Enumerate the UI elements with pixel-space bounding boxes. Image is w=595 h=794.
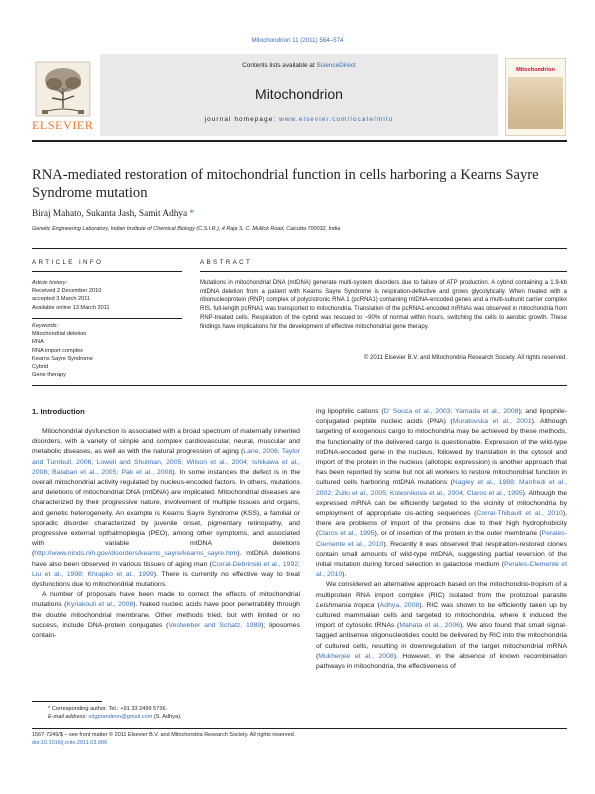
issn-line: 1567-7249/$ – see front matter © 2011 Elsevier B.V. and Mitochondria Research Society. All rights reserved. bbox=[32, 732, 296, 738]
homepage-link[interactable]: www.elsevier.com/locate/mito bbox=[279, 116, 394, 123]
footer-issn bbox=[32, 731, 295, 747]
keywords-rule bbox=[32, 318, 182, 319]
body-text: ). Recently it was observed that respiration-restored clones contain small amounts of wild-type mtDNA, suggesting partial reversion of the initial mutation during forced selection in galactose medium ( bbox=[316, 540, 567, 569]
citation-link[interactable]: Perales-Clemente et al., 2010 bbox=[316, 561, 567, 579]
article-info-heading: ARTICLE INFO bbox=[32, 259, 104, 266]
italic-text: Leishmania tropica bbox=[316, 601, 375, 609]
journal-citation[interactable]: Mitochondrion 11 (2011) 564–574 bbox=[251, 37, 344, 44]
authors-text: Biraj Mahato, Sukanta Jash, Samit Adhya bbox=[32, 209, 188, 219]
keyword: RNA import complex bbox=[32, 347, 83, 354]
article-title: RNA-mediated restoration of mitochondrial function in cells harboring a Kearns Sayre Syndrome mutation bbox=[32, 167, 539, 201]
email-label: E-mail address: bbox=[48, 714, 87, 720]
body-text: ). There is currently no effective way to treat dysfunctions due to mitochondrial mutations. bbox=[32, 570, 300, 589]
keyword: Kearns Sayre Syndrome bbox=[32, 355, 93, 362]
homepage-prefix: journal homepage: bbox=[204, 116, 280, 123]
abstract-copyright: © 2011 Elsevier B.V. and Mitochondria Research Society. All rights reserved. bbox=[363, 355, 567, 361]
section-heading-introduction: 1. Introduction bbox=[32, 407, 85, 416]
body-text: ); liposomes contain- bbox=[32, 621, 300, 640]
article-info-rule bbox=[32, 271, 182, 272]
journal-homepage bbox=[100, 116, 498, 123]
citation-link[interactable]: Claros et al., 1995 bbox=[318, 530, 375, 538]
citation-link[interactable]: Adhya, 2008 bbox=[379, 601, 420, 609]
body-text: ); and lipophile-conjugated peptide nucleic acids (PNA) ( bbox=[316, 408, 567, 426]
author-list bbox=[32, 209, 194, 219]
citation-link[interactable]: Corral-Thibault et al., 2010 bbox=[476, 510, 563, 518]
body-column-right bbox=[316, 407, 567, 672]
cover-title: Mitochondrion bbox=[516, 67, 555, 73]
body-text: ( bbox=[374, 601, 380, 609]
footnote-rule bbox=[32, 701, 102, 702]
body-text: ). We also found that small signal-tagged antisense oligonucleotides could be delivered by RIC into the mitochondria of cultured cells, resulting in downregulation of the target mitochondrial mRNA ( bbox=[316, 622, 568, 660]
body-text: A number of proposals have been made to correct the effects of mitochondrial mutations ( bbox=[32, 591, 300, 609]
body-text: We considered an alternative approach based on the mitochondrio-tropism of a multiprotein RNA import complex (RIC) isolated from the protozoal parasite bbox=[316, 581, 567, 599]
publisher-wordmark: ELSEVIER bbox=[32, 118, 94, 132]
abstract-rule bbox=[200, 271, 567, 272]
header-rule bbox=[32, 140, 567, 142]
keyword: RNA bbox=[32, 339, 44, 346]
keyword: Gene therapy bbox=[32, 372, 66, 379]
citation-link[interactable]: Vestweber and Schatz, 1989 bbox=[168, 621, 262, 629]
paragraph bbox=[316, 407, 567, 580]
body-text: ). mtDNA deletions have also been observed in various tissues of aging man ( bbox=[32, 550, 300, 568]
body-rule bbox=[32, 385, 567, 386]
citation-link[interactable]: Lane, 2006; Taylor and Turnbull, 2006; Lowell and Shulman, 2005; Wilson et al., 2004; Ishikawa et al., 2008; Balaban et al., 2005; Pak et al., 2008 bbox=[32, 448, 300, 476]
masthead bbox=[32, 54, 567, 136]
history-online: Available online 13 March 2011 bbox=[32, 304, 110, 311]
email-suffix: (S. Adhya). bbox=[153, 714, 182, 720]
body-text: ). In some instances the defect is in the overall mitochondrial activity regulated by nucleus-encoded factors. In others, mutations and deletions of mitochondrial DNA (mtDNA) are implicated. Mitochondrial diseases are characterized by their progressive nature, involvement of multiple tissues and organs, and genetic heterogeneity. An example is Kearns Sayre Syndrome (KSS), a familial or sporadic disorder characterized by juvenile onset, pigmentary retinopathy, and progressive external opthalmoplegia (PEO), among other symptoms, and associated with variable mtDNA deletions ( bbox=[32, 468, 300, 558]
body-text: ). Naked nucleic acids have poor penetrability through the double mitochondrial membrane. Other methods tried, but with limited or no success, include DNA-protein conjugates ( bbox=[32, 601, 300, 629]
body-text: ). Although targeting of exogenous cargo to mitochondria may be achieved by these methods, the functionality of the delivered cargo is questionable. Expression of the wild-type mtDNA-encoded gene in the nucleus, followed by translation in the cytosol and import of the protein in the nucleus (allotopic expression) is another approach that has been reported by some but not all workers to restore mitochondrial function in cultured cells harboring mtDNA mutations ( bbox=[316, 418, 567, 487]
keyword: Cybrid bbox=[32, 364, 49, 371]
body-text: ), there are problems of import of the proteins due to their high hydrophobicity ( bbox=[316, 510, 567, 538]
keywords-label: Keywords: bbox=[32, 323, 59, 329]
email-link[interactable]: sdgprandeon@gmail.com bbox=[88, 714, 153, 720]
footnote-mark: * bbox=[48, 706, 51, 712]
affiliation: Genetic Engineering Laboratory, Indian Institute of Chemical Biology (C.S.I.R.), 4 Raja S. C. Mullick Road, Calcutta 700032, India bbox=[32, 226, 341, 232]
citation-link[interactable]: Muratovska et al., 2001 bbox=[452, 418, 532, 426]
citation-link[interactable]: http://www.ninds.nih.gov/disorders/kearns_sayre/kearns_sayre.htm bbox=[34, 550, 238, 558]
citation-link[interactable]: Perales-Clemente et al., 2010 bbox=[316, 530, 567, 548]
body-text: Mitochondrial dysfunction is associated with a broad spectrum of maternally inherited disorders, with a variety of simple and complex cardiovascular, neural, muscular and metabolic diseases, as well as with the natural progression of aging ( bbox=[32, 428, 300, 456]
contents-prefix: Contents lists available at bbox=[242, 62, 317, 69]
citation-link[interactable]: Corral-Debrinski et al., 1992; Liu et al., 1998; Khrapko et al., 1999 bbox=[32, 560, 300, 578]
contents-line bbox=[100, 62, 498, 69]
citation-link[interactable]: D' Souza et al., 2003; Yamada et al., 2008 bbox=[383, 408, 519, 415]
article-history bbox=[32, 279, 182, 312]
history-label: Article history: bbox=[32, 280, 68, 286]
journal-banner bbox=[100, 54, 498, 136]
section-rule bbox=[32, 248, 567, 249]
abstract-heading: ABSTRACT bbox=[200, 259, 253, 266]
citation-link[interactable]: Mukherjee et al., 2008 bbox=[318, 652, 394, 660]
footer-rule bbox=[32, 728, 567, 729]
sciencedirect-link[interactable]: ScienceDirect bbox=[316, 62, 356, 69]
citation-link[interactable]: Nagley et al., 1988; Manfredi et al., 2002; Zullo et al., 2005; Kolesnikova et al., 2004; Claros et al., 1995 bbox=[316, 479, 567, 497]
citation-link[interactable]: Mahata et al., 2006 bbox=[399, 622, 460, 630]
corresponding-author-footnote bbox=[48, 705, 181, 721]
history-accepted: accepted 3 March 2011 bbox=[32, 296, 91, 303]
body-text: ), or of insertion of the protein in the outer membrane ( bbox=[374, 530, 542, 538]
keywords bbox=[32, 322, 182, 379]
keyword: Mitochondrial deletion bbox=[32, 331, 87, 338]
journal-name: Mitochondrion bbox=[255, 86, 343, 102]
paragraph bbox=[316, 580, 567, 672]
body-text: ). However, in the absence of known recombination pathways in mitochondria, the effectiveness of bbox=[316, 652, 567, 671]
paragraph bbox=[32, 590, 300, 641]
body-text: ing lipophilic cations ( bbox=[316, 408, 384, 415]
corresponding-author-mark[interactable]: * bbox=[189, 209, 195, 219]
abstract-text: Mutations in mitochondrial DNA (mtDNA) generate multi-system disorders due to failure of ATP production. A cybrid containing a 1.9-kb mtDNA deletion from a patient with Kearns Sayre Syndrome is respiration-defective and grows glycolytically. When treated with a ribonucleoprotein (RNP) complex of polycistronic RNA 1 (pcRNA1) containing mtDNA-encoded genes and a multi-subunit carrier complex RIS, full-length pcRNA1 was transported to mitochondria. Translation of the pcRNA1-encoded mRNAs was observed in mitochondria from RNP-treated cells. Respiration of the cybrid was rescued to ~90% of normal within hours, switching the cells to aerobic growth. These findings have implications for the development of effective mitochondrial gene therapy. bbox=[200, 280, 567, 330]
doi-link[interactable]: doi:10.1016/j.mito.2011.03.006 bbox=[32, 740, 108, 746]
body-column-left bbox=[32, 427, 300, 641]
journal-cover-thumbnail[interactable] bbox=[505, 58, 566, 136]
cover-artwork bbox=[508, 77, 563, 129]
body-text: ). bbox=[342, 571, 347, 579]
history-received: Received 2 December 2010 bbox=[32, 288, 102, 295]
footnote-corresponding: Corresponding author. Tel.: +91 33 2499 5736. bbox=[51, 706, 168, 712]
body-text: ). Although the expressed mRNA can be efficiently targeted to the vicinity of mitochondria by employment of appropriate cis-acting sequences ( bbox=[316, 489, 567, 518]
citation-link[interactable]: Kyriakouli et al., 2008 bbox=[66, 601, 134, 609]
paragraph bbox=[32, 427, 300, 590]
body-text: ). RIC was shown to be efficiently taken up by cultured mammalian cells and targeted to mitochondria, where it induced the import of cytosolic tRNAs ( bbox=[316, 601, 567, 630]
